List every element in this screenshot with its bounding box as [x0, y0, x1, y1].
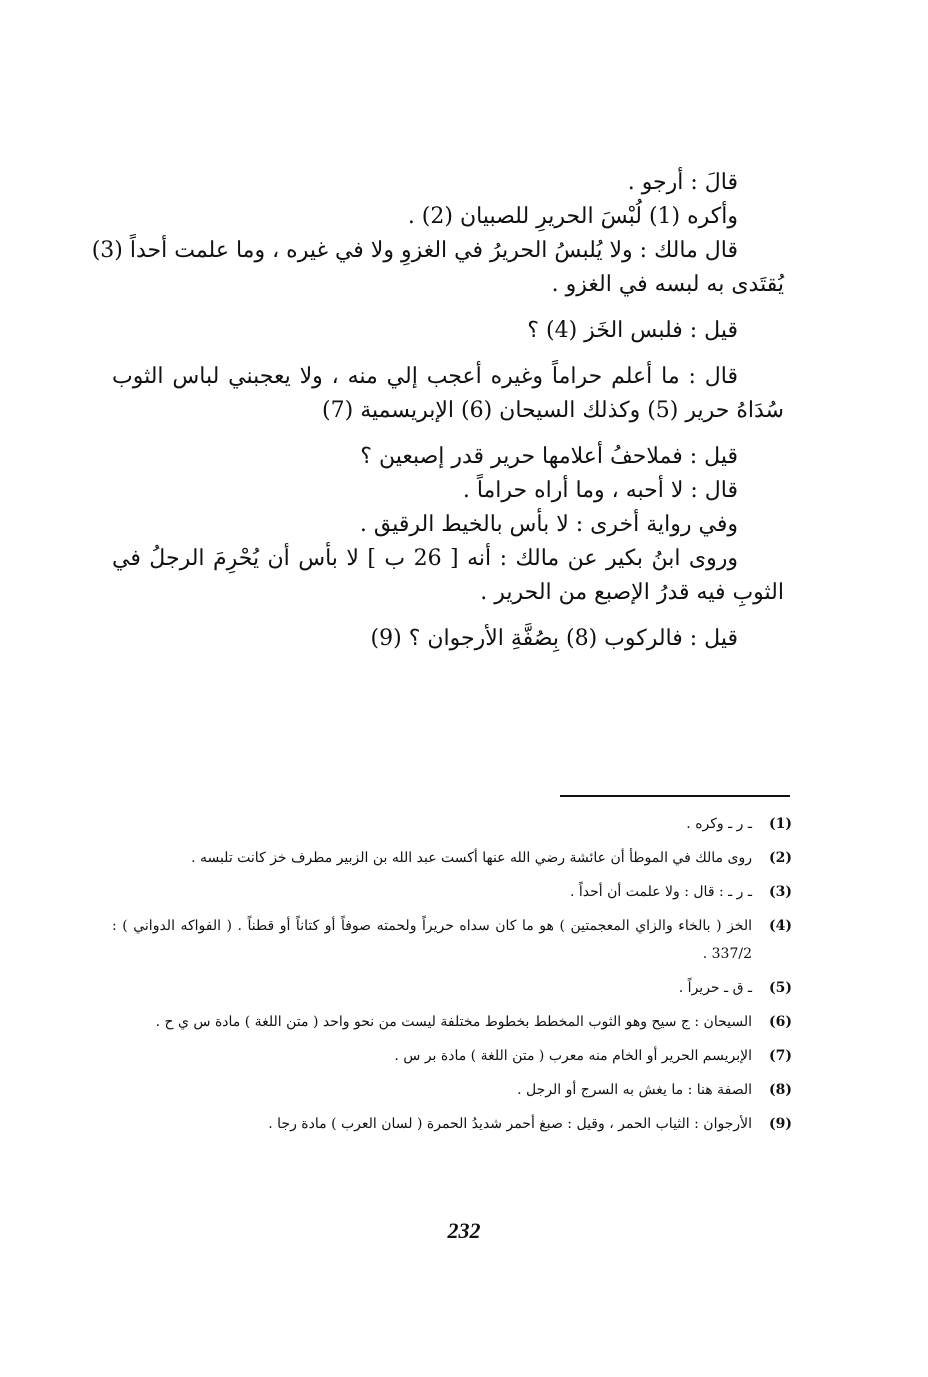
footnote-number: (2) [769, 850, 792, 866]
footnote-number: (3) [769, 884, 792, 900]
footnotes-section [112, 810, 792, 1144]
footnote-item [112, 974, 792, 1002]
footnote-item [112, 878, 792, 906]
text-line: قال : ما أعلم حراماً وغيره أعجب إلي منه ، ولا يعجبني لباس الثوب [112, 364, 738, 389]
footnote-text: روى مالك في الموطأ أن عائشة رضي الله عنها أكست عبد الله بن الزبير مطرف خز كانت تلبسه . [191, 850, 752, 866]
footnote-number: (8) [769, 1082, 792, 1098]
text-line: الثوبِ فيه قدرُ الإصبع من الحرير . [480, 580, 784, 605]
text-line: قال مالك : ولا يُلبسُ الحريرُ في الغزوِ ولا في غيره ، وما علمت أحداً (3) [91, 238, 738, 263]
footnote-divider [560, 795, 790, 797]
footnote-item [112, 1076, 792, 1104]
text-line: وروى ابنُ بكير عن مالك : أنه [ 26 ب ] لا بأس أن يُحْرِمَ الرجلُ في [112, 546, 738, 571]
main-text-block [91, 166, 784, 656]
footnote-number: (6) [769, 1014, 792, 1030]
text-line: يُقتَدى به لبسه في الغزو . [551, 272, 784, 297]
footnote-number: (4) [769, 918, 792, 934]
footnote-item [112, 1008, 792, 1036]
text-line: قيل : فالركوب (8) بِصُفَّةِ الأرجوان ؟ (9) [370, 626, 738, 651]
text-line: قالَ : أرجو . [627, 170, 738, 195]
footnote-item [112, 844, 792, 872]
footnote-number: (9) [769, 1116, 792, 1132]
footnote-number: (7) [769, 1048, 792, 1064]
footnote-text: الإبريسم الحرير أو الخام منه معرب ( متن اللغة ) مادة بر س . [394, 1048, 752, 1064]
text-line: قيل : فلبس الخَز (4) ؟ [527, 318, 738, 343]
footnote-number: (1) [769, 816, 792, 832]
text-line: سُدَاهُ حرير (5) وكذلك السيحان (6) الإبريسمية (7) [322, 398, 784, 423]
page-number: 232 [447, 1218, 481, 1243]
footnote-item [112, 912, 792, 968]
footnote-item [112, 810, 792, 838]
text-line: قيل : فملاحفُ أعلامها حرير قدر إصبعين ؟ [360, 444, 738, 469]
footnote-text: الخز ( بالخاء والزاي المعجمتين ) هو ما كان سداه حريراً ولحمته صوفاً أو كتاناً أو قطناً . ( الفواكه الدواني ) : 337/2 . [112, 918, 752, 962]
footnote-text: الصفة هنا : ما يغش به السرج أو الرجل . [517, 1082, 752, 1098]
footnote-text: ـ ق ـ حريراً . [678, 980, 752, 996]
text-line: وأكره (1) لُبْسَ الحريرِ للصبيان (2) . [407, 204, 738, 229]
footnote-text: ـ ر ـ : قال : ولا علمت أن أحداً . [569, 884, 752, 900]
text-line: وفي رواية أخرى : لا بأس بالخيط الرقيق . [359, 512, 738, 537]
footnote-text: ـ ر ـ وكره . [686, 816, 752, 832]
footnote-item [112, 1110, 792, 1138]
text-line: قال : لا أحبه ، وما أراه حراماً . [462, 478, 738, 503]
footnote-text: السيحان : ج سيح وهو الثوب المخطط بخطوط مختلفة ليست من نحو واحد ( متن اللغة ) مادة س ي ح . [155, 1014, 752, 1030]
footnote-number: (5) [769, 980, 792, 996]
footnote-item [112, 1042, 792, 1070]
footnote-text: الأرجوان : الثياب الحمر ، وقيل : صبغ أحمر شديدُ الحمرة ( لسان العرب ) مادة رجا . [268, 1116, 752, 1132]
